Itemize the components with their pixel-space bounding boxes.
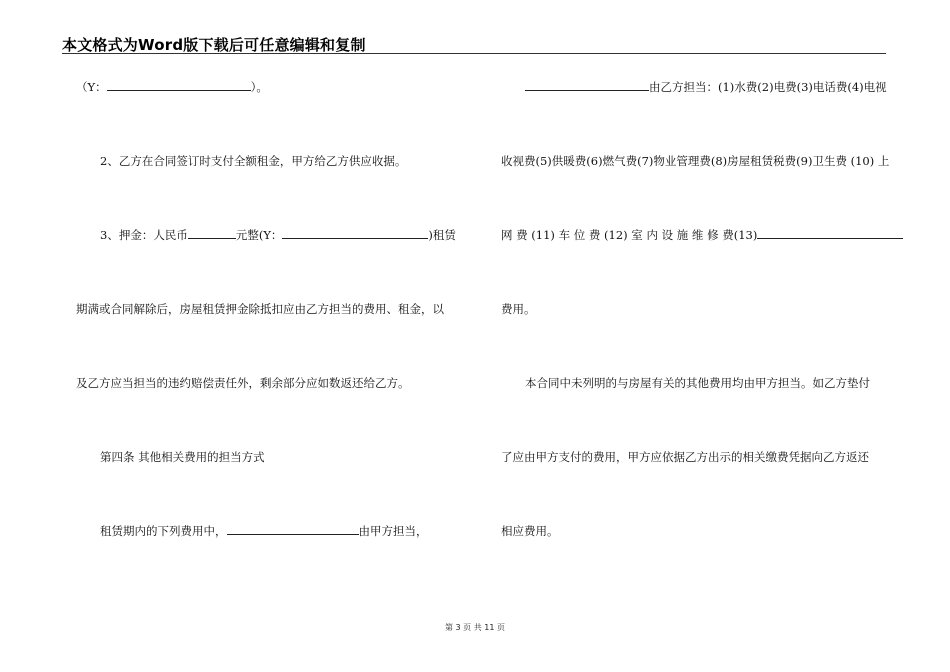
text-fragment: )租赁 <box>428 228 456 242</box>
blank-field <box>757 226 903 239</box>
paragraph-line: 了应由甲方支付的费用，甲方应依据乙方出示的相关缴费凭据向乙方返还 <box>501 450 869 464</box>
blank-field <box>282 226 428 239</box>
paragraph-line <box>501 78 885 152</box>
paragraph-line: 2、乙方在合同签订时支付全额租金，甲方给乙方供应收据。 <box>100 154 407 168</box>
paragraph-line: 费用。 <box>501 302 536 316</box>
deposit-clause-line <box>76 226 466 300</box>
page-number: 第 3 页 共 11 页 <box>445 623 505 632</box>
blank-field <box>227 522 359 535</box>
document-header-title: 本文格式为Word版下载后可任意编辑和复制 <box>62 36 366 54</box>
section-heading: 第四条 其他相关费用的担当方式 <box>100 450 265 464</box>
paragraph-line: 本合同中未列明的与房屋有关的其他费用均由甲方担当。如乙方垫付 <box>525 376 870 390</box>
header-divider <box>62 53 886 54</box>
right-column <box>501 78 890 596</box>
blank-field <box>188 226 236 239</box>
paragraph-line <box>501 226 885 300</box>
fees-clause-line <box>76 522 466 596</box>
deposit-amount-line <box>76 78 466 152</box>
blank-field <box>107 78 251 91</box>
text-fragment: 租赁期内的下列费用中， <box>100 524 227 538</box>
text-fragment: 3、押金：人民币 <box>100 228 188 242</box>
text-fragment: 由甲方担当， <box>358 524 428 538</box>
paragraph-line: 相应费用。 <box>501 524 559 538</box>
paragraph-line: 及乙方应当担当的违约赔偿责任外，剩余部分应如数返还给乙方。 <box>76 376 410 390</box>
text-fragment: 由乙方担当：(1)水费(2)电费(3)电话费(4)电视 <box>649 80 887 94</box>
paragraph-line: 期满或合同解除后，房屋租赁押金除抵扣应由乙方担当的费用、租金，以 <box>76 302 444 316</box>
left-column <box>76 78 466 596</box>
text-fragment: ）。 <box>250 80 268 94</box>
text-fragment: 网 费 (11) 车 位 费 (12) 室 内 设 施 维 修 费(13) <box>501 228 758 242</box>
paragraph-line: 收视费(5)供暖费(6)燃气费(7)物业管理费(8)房屋租赁税费(9)卫生费 (10) 上 <box>501 154 890 168</box>
text-fragment: 元整(Y： <box>235 228 283 242</box>
blank-field <box>525 78 649 91</box>
text-fragment: （Y： <box>76 80 107 94</box>
